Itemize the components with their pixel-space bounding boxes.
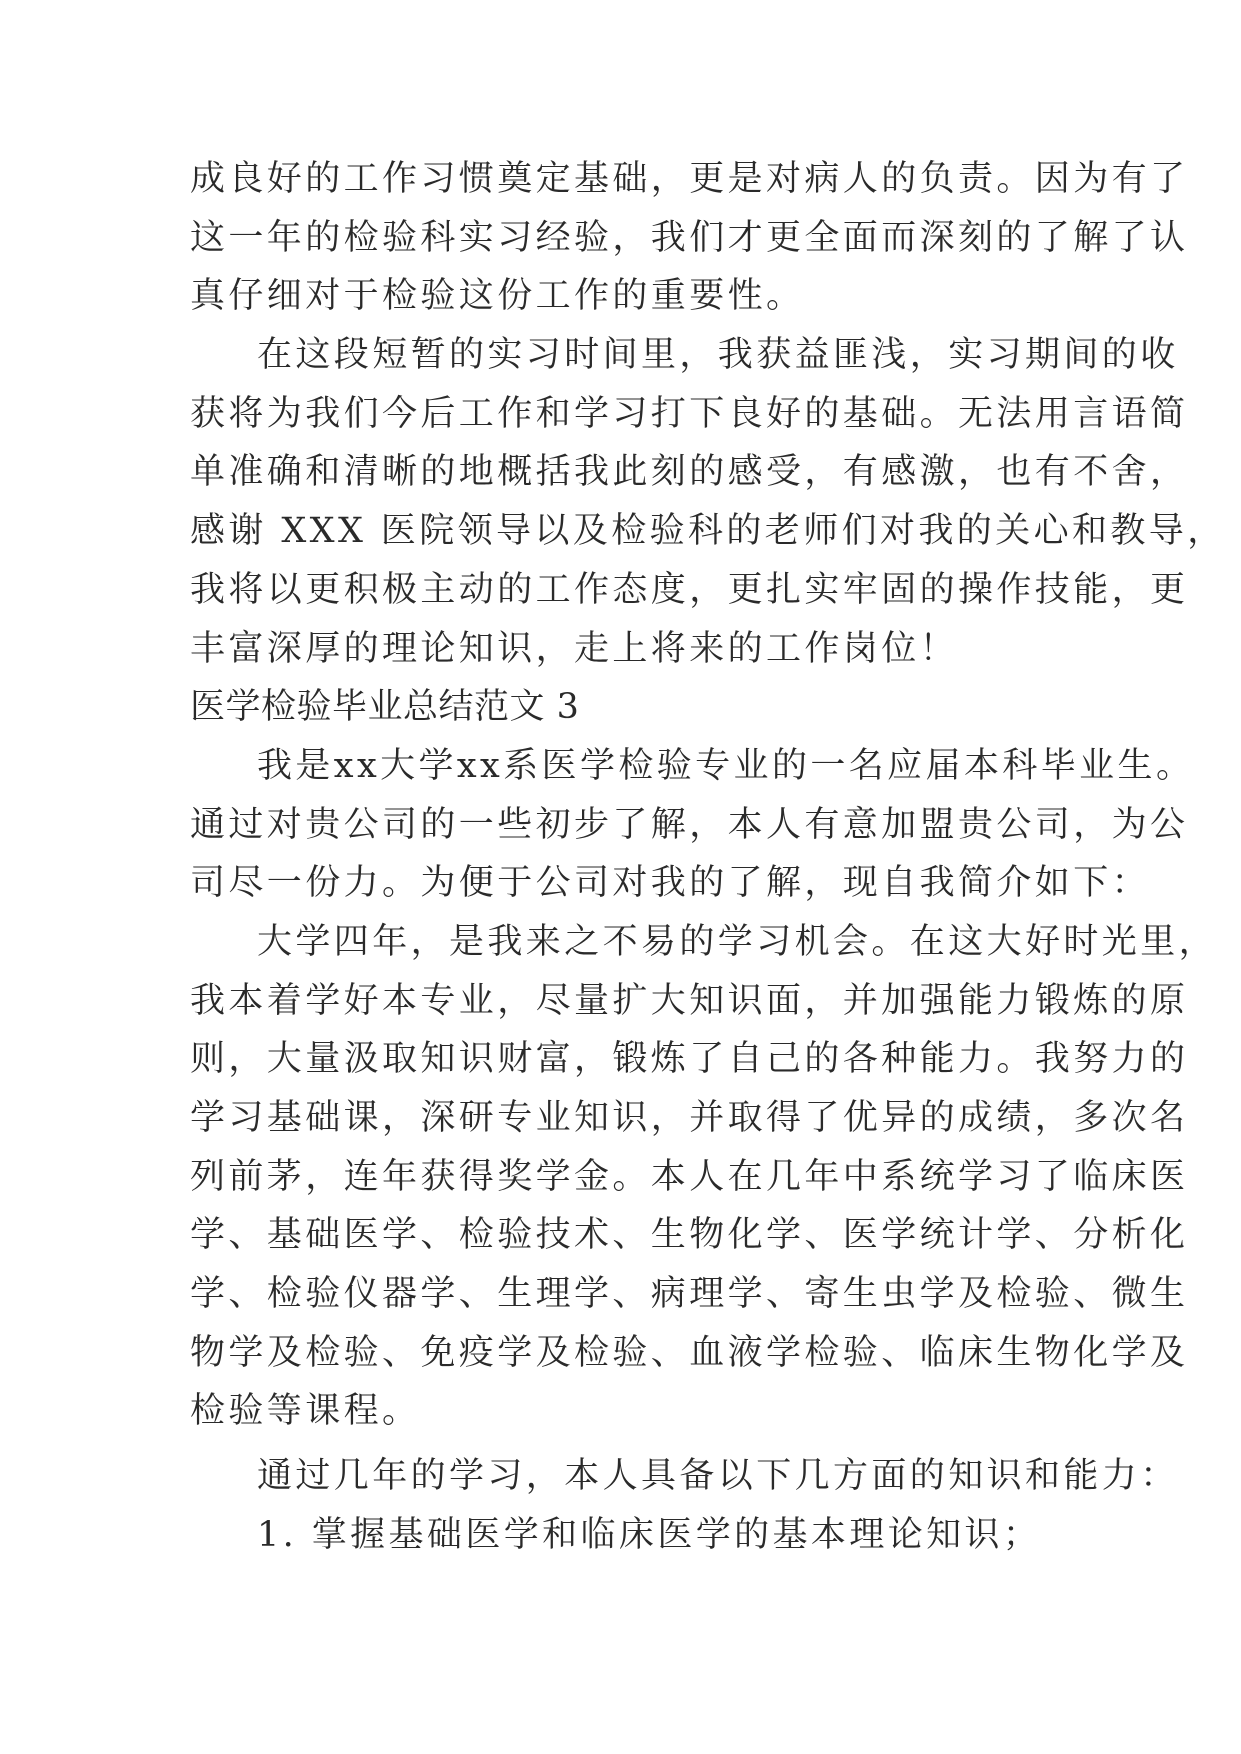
document-body bbox=[190, 150, 1226, 1565]
paragraph-line: 我是xx大学xx系医学检验专业的一名应届本科毕业生。 bbox=[257, 745, 1195, 786]
paragraph-line: 司尽一份力。为便于公司对我的了解，现自我简介如下： bbox=[190, 863, 1151, 904]
paragraph-line: 这一年的检验科实习经验，我们才更全面而深刻的了解了认 bbox=[190, 217, 1189, 258]
list-item: 1. 掌握基础医学和临床医学的基本理论知识； bbox=[257, 1514, 1042, 1555]
paragraph-line: 学、检验仪器学、生理学、病理学、寄生虫学及检验、微生 bbox=[190, 1274, 1189, 1315]
paragraph-line: 通过几年的学习，本人具备以下几方面的知识和能力： bbox=[257, 1456, 1179, 1497]
paragraph-line: 在这段短暂的实习时间里，我获益匪浅，实习期间的收 bbox=[257, 335, 1179, 376]
paragraph-line: 获将为我们今后工作和学习打下良好的基础。无法用言语简 bbox=[190, 393, 1189, 434]
paragraph-line: 丰富深厚的理论知识，走上将来的工作岗位！ bbox=[190, 628, 959, 669]
paragraph-line: 我本着学好本专业，尽量扩大知识面，并加强能力锻炼的原 bbox=[190, 980, 1189, 1021]
paragraph-line: 感谢 XXX 医院领导以及检验科的老师们对我的关心和教导， bbox=[190, 511, 1226, 552]
section-heading: 医学检验毕业总结范文 3 bbox=[190, 687, 580, 728]
paragraph-line: 则，大量汲取知识财富，锻炼了自己的各种能力。我努力的 bbox=[190, 1039, 1189, 1080]
paragraph-line: 检验等课程。 bbox=[190, 1391, 421, 1432]
paragraph-line: 通过对贵公司的一些初步了解，本人有意加盟贵公司，为公 bbox=[190, 804, 1189, 845]
paragraph-line: 学习基础课，深研专业知识，并取得了优异的成绩，多次名 bbox=[190, 1098, 1189, 1138]
paragraph-line: 物学及检验、免疫学及检验、血液学检验、临床生物化学及 bbox=[190, 1332, 1189, 1373]
paragraph-line: 单准确和清晰的地概括我此刻的感受，有感激，也有不舍， bbox=[190, 452, 1189, 493]
paragraph-line: 列前茅，连年获得奖学金。本人在几年中系统学习了临床医 bbox=[190, 1156, 1189, 1197]
paragraph-line: 成良好的工作习惯奠定基础，更是对病人的负责。因为有了 bbox=[190, 159, 1189, 199]
paragraph-line: 真仔细对于检验这份工作的重要性。 bbox=[190, 276, 805, 317]
paragraph-line: 大学四年，是我来之不易的学习机会。在这大好时光里， bbox=[257, 921, 1218, 962]
paragraph-line: 学、基础医学、检验技术、生物化学、医学统计学、分析化 bbox=[190, 1215, 1189, 1256]
paragraph-line: 我将以更积极主动的工作态度，更扎实牢固的操作技能，更 bbox=[190, 569, 1189, 610]
